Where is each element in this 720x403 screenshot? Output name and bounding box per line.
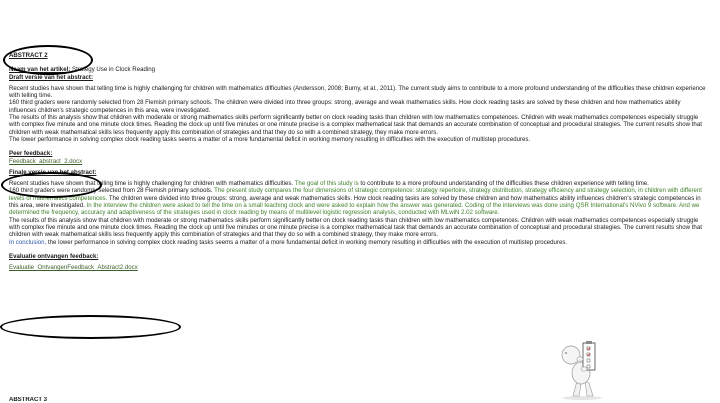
article-title-line	[9, 66, 709, 73]
final-paragraph	[9, 239, 709, 246]
article-title-value: Strategy Use in Clock Reading	[72, 66, 155, 74]
final-paragraph	[9, 180, 709, 187]
article-title-label: Naam van het artikel:	[9, 66, 71, 74]
final-paragraph: The results of this analysis show that children with moderate or strong mathematics skills perform significantly better on clock reading tasks than children with low mathematics competences. Children with weak mathematics competences especially struggle with complex five minute and one minute clock times. Reading the clock up until five minutes or one minute precise is a complex mathematical task that demands an accurate combination of conceptual and procedural strategies. The current results show that children with weak mathematical skills less frequently apply this combination of strategies and that they do so with a combined strategy, they make more errors.	[9, 216, 702, 239]
final-text: 160 third graders were randomly selected from 28 Flemish primary schools.	[9, 187, 215, 195]
stick-figure-with-clipboard-icon	[540, 325, 620, 400]
final-revision-text: The present study compares the four dimensions of strategic competence: strategy repertoire, strategy distribution, strategy efficiency and strategy selection, in children with different levels of mathematics competences.	[9, 187, 703, 202]
draft-heading: Draft versie van het abstract:	[9, 73, 93, 81]
peer-feedback-file-link[interactable]: Feedback_abstract_2.docx	[9, 157, 83, 165]
abstract-title: ABSTRACT 2	[9, 52, 48, 59]
draft-paragraph: 160 third graders were randomly selected from 28 Flemish primary schools. The children were divided into three groups: strong, average and weak mathematics skills. How clock reading tasks are solved by these children and how mathematics ability influences children's strategic competences in this area, were investigated.	[9, 99, 681, 114]
final-heading: Finale versie van het abstract:	[9, 168, 97, 176]
highlight-oval-evaluation-file	[0, 315, 181, 339]
draft-paragraph: The lower performance in solving complex clock reading tasks seems a matter of a more fundamental deficit in working memory resulting in difficulties with the execution of multistep procedures.	[9, 135, 531, 143]
final-text: the lower performance in solving complex clock reading tasks seems a matter of a more fundamental deficit in working memory resulting in difficulties with the execution of multistep procedures.	[46, 238, 568, 246]
peer-feedback-heading: Peer feedback:	[9, 150, 53, 158]
evaluation-heading: Evaluatie ontvangen feedback:	[9, 252, 99, 260]
final-revision-text: In conclusion,	[9, 238, 47, 246]
document-page	[9, 52, 709, 271]
evaluation-file-link[interactable]: Evaluatie_OntvangenFeedback_Abstract2.docx	[9, 264, 138, 272]
final-text: The children were divided into three groups: strong, average and weak mathematics skills. How clock reading tasks are solved by these children and how mathematics ability influences children's strategic competences in this area, were investigated.	[9, 194, 701, 210]
final-text: to contribute to a more profound understanding of the difficulties these children experience with telling time.	[358, 180, 649, 188]
draft-paragraph: Recent studies have shown that telling time is highly challenging for children with mathematics difficulties (Andersson, 2008; Burny, et al., 2011). The current study aims to contribute to a more profound understanding of the difficulties these children experience with telling time.	[9, 84, 706, 100]
final-revision-text: In the interview the children were asked to tell the time on a small teaching clock and were asked to explain how the answer was generated. Coding of the interviews was done using QSR International's NVivo 9 software. And we determined the frequency, accuracy and adaptiveness of the strategies used in clock reading by means of multilevel logistic regression analysis, conducted with MLwiN 2.02 software.	[9, 202, 700, 217]
next-abstract-title: ABSTRACT 3	[9, 397, 48, 403]
draft-paragraph: The results of this analysis show that children with moderate or strong mathematics skills perform significantly better on clock reading tasks than children with low mathematics competences. Children with weak mathematics competences especially struggle with complex five minute and one minute clock times. Reading the clock up until five minutes or one minute precise is a complex mathematical task that demands an accurate combination of conceptual and procedural strategies. The current results show that children with weak mathematical skills less frequently apply this combination of strategies and that they do so with a combined strategy, they make more errors.	[9, 114, 702, 136]
final-text: Recent studies have shown that telling time is highly challenging for children with mathematics difficulties.	[9, 180, 295, 188]
final-revision-text: The goal of this study is	[294, 180, 359, 188]
final-paragraph	[9, 187, 709, 216]
